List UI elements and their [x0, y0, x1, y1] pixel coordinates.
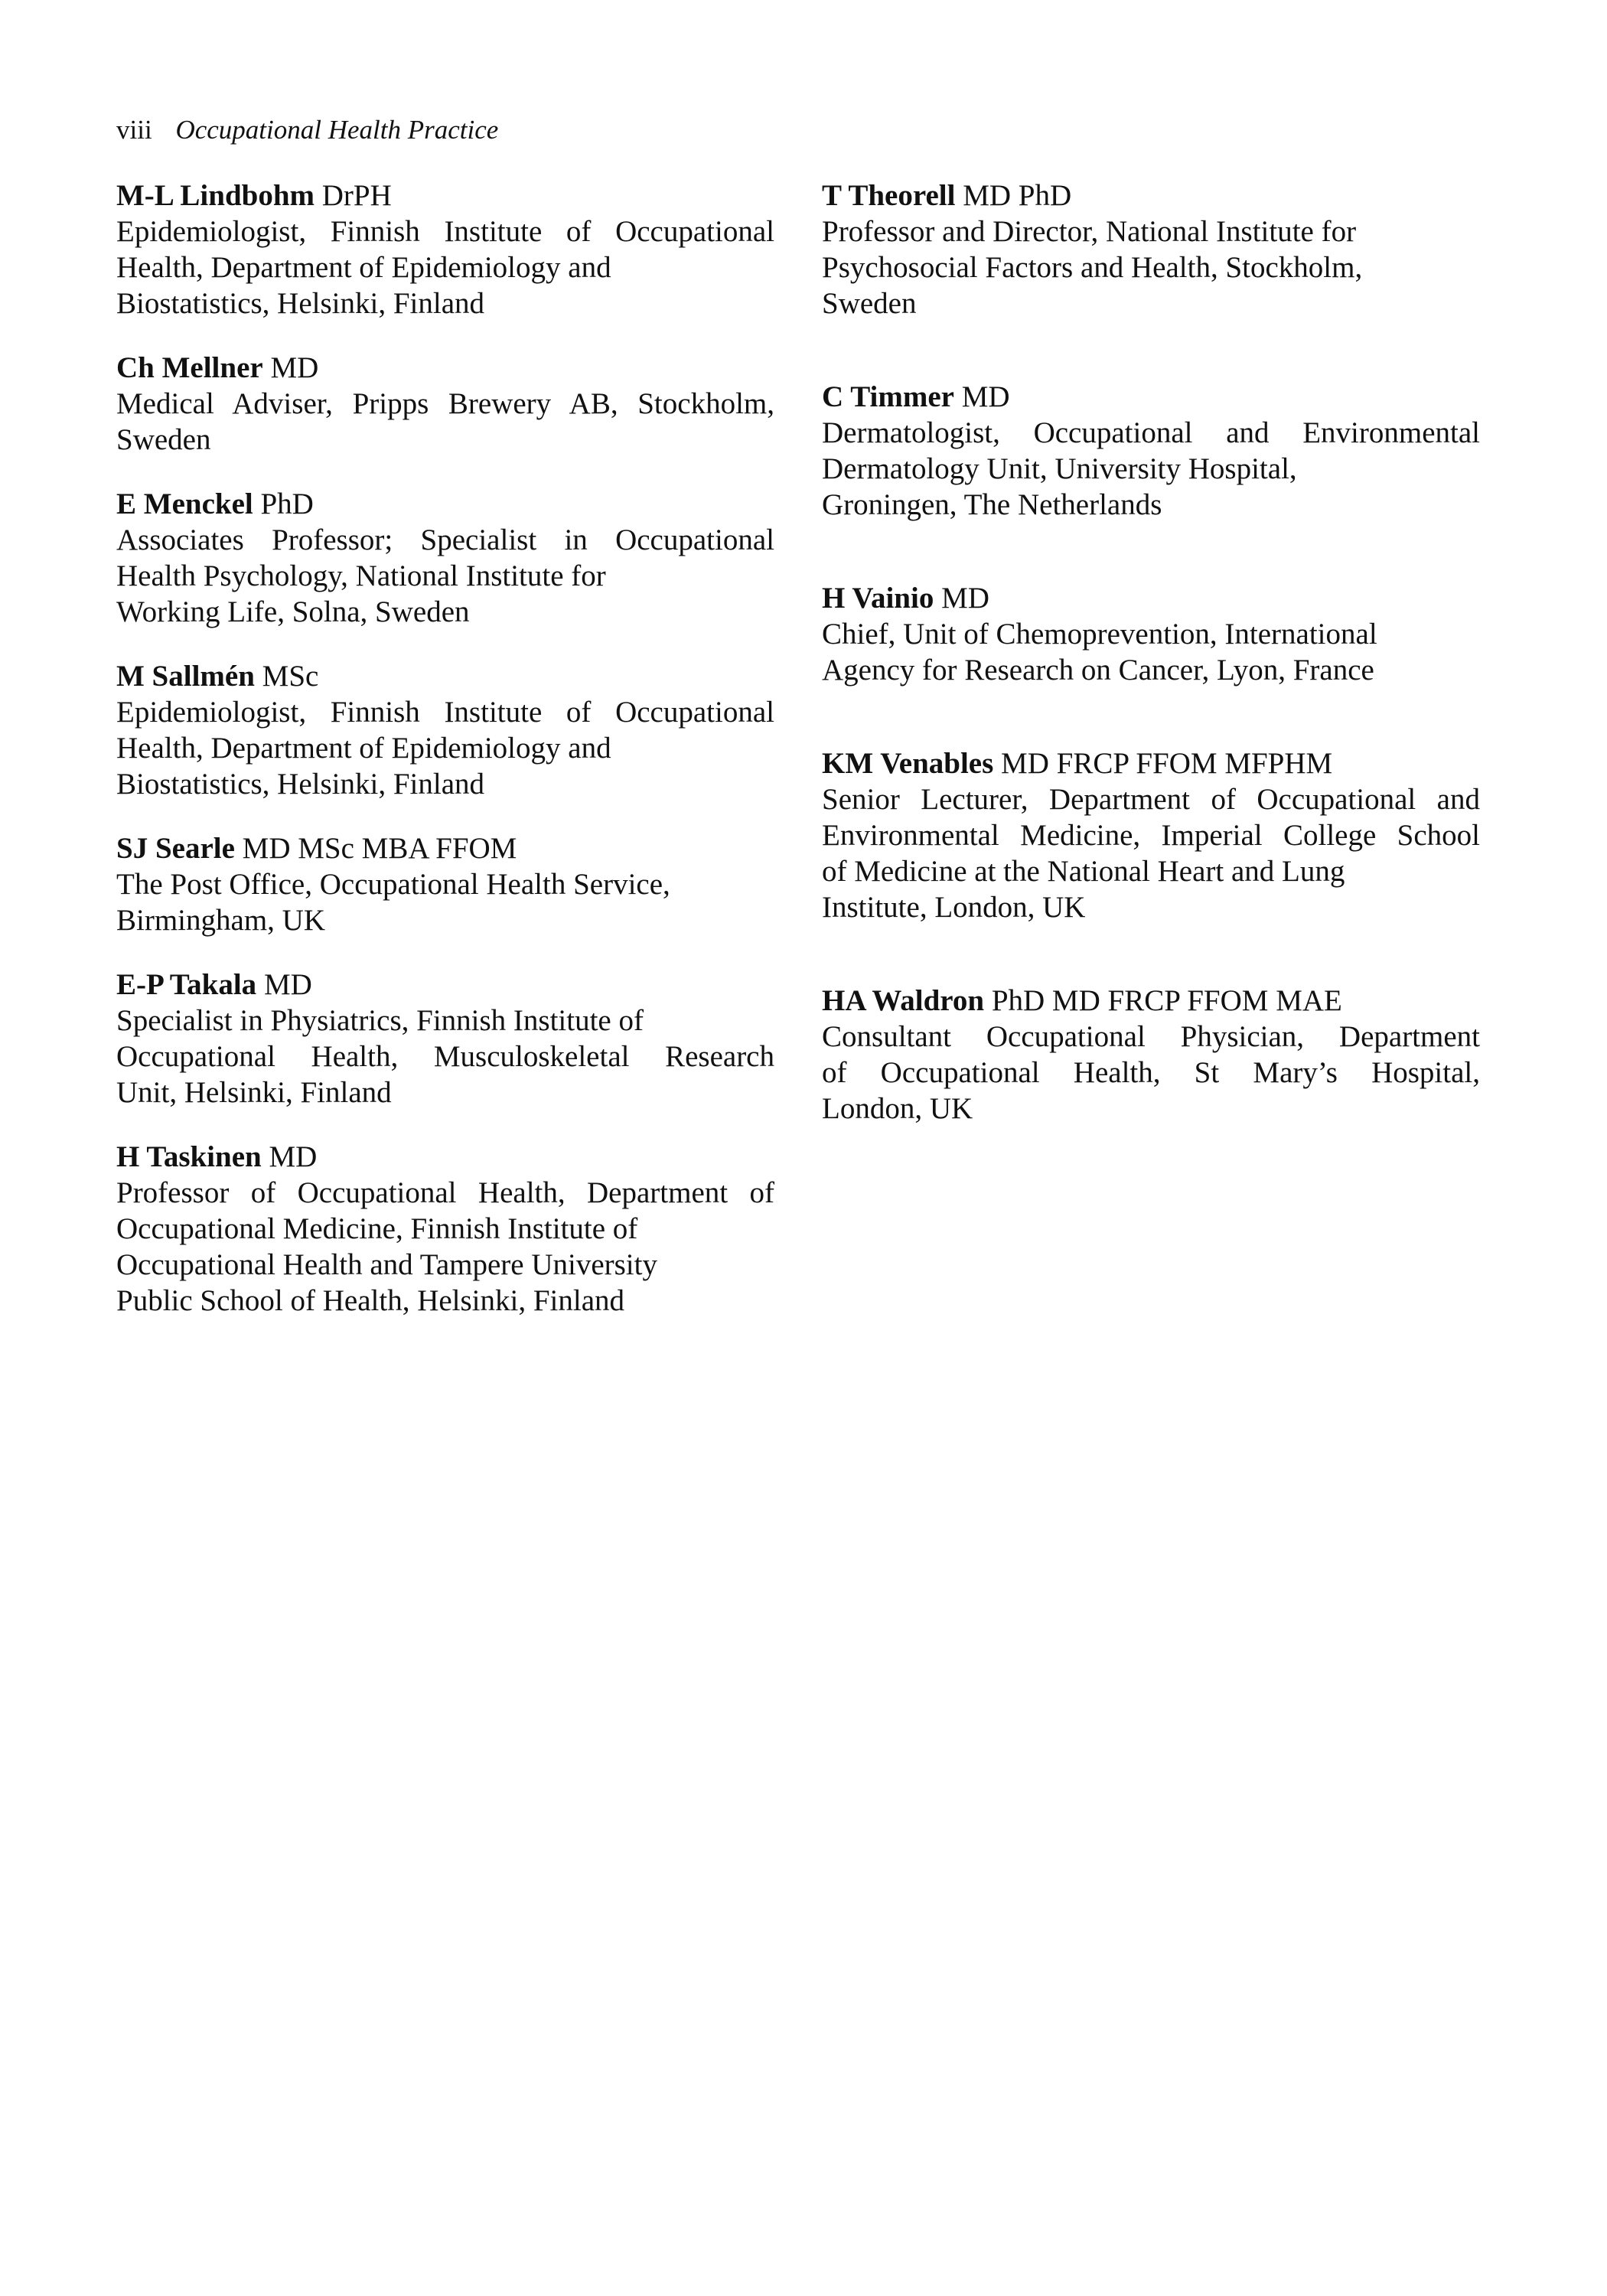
- contributor-qualifications: MD: [263, 968, 312, 1001]
- contributor-name: KM Venables: [822, 747, 994, 780]
- contributor-heading: [116, 967, 774, 1003]
- contributor-name: HA Waldron: [822, 984, 985, 1017]
- affiliation-line: Occupational Health, Musculoskeletal Research: [116, 1040, 774, 1073]
- contributor-qualifications: MD: [269, 1140, 318, 1173]
- affiliation-line: Consultant Occupational Physician, Department: [822, 1020, 1480, 1053]
- contributor-entry: [116, 658, 774, 802]
- contributor-qualifications: MD PhD: [963, 179, 1072, 212]
- affiliation-line: Specialist in Physiatrics, Finnish Institute of: [116, 1004, 644, 1037]
- affiliation-line: Medical Adviser, Pripps Brewery AB, Stockholm,: [116, 387, 774, 420]
- affiliation-line: Working Life, Solna, Sweden: [116, 595, 470, 628]
- contributor-entry: [822, 580, 1480, 688]
- affiliation-line: Agency for Research on Cancer, Lyon, France: [822, 654, 1374, 687]
- affiliation-line: Biostatistics, Helsinki, Finland: [116, 768, 485, 801]
- contributor-qualifications: MD: [270, 351, 319, 384]
- contributor-qualifications: MD FRCP FFOM MFPHM: [1001, 747, 1333, 780]
- affiliation-line: Health, Department of Epidemiology and: [116, 251, 611, 284]
- contributor-qualifications: MD: [941, 582, 989, 615]
- contributor-heading: [822, 379, 1480, 415]
- contributor-heading: [116, 350, 774, 386]
- contributor-entry: [116, 486, 774, 630]
- affiliation-line: Associates Professor; Specialist in Occupational: [116, 523, 774, 556]
- affiliation-line: Sweden: [822, 287, 917, 320]
- contributor-heading: [822, 983, 1480, 1019]
- affiliation-line: Groningen, The Netherlands: [822, 488, 1162, 521]
- right-column: [822, 178, 1480, 1127]
- contributor-name: C Timmer: [822, 380, 954, 413]
- contributor-qualifications: MSc: [262, 660, 319, 693]
- contributor-entry: [822, 379, 1480, 523]
- contributor-name: Ch Mellner: [116, 351, 263, 384]
- contributor-heading: [822, 745, 1480, 781]
- contributor-name: M Sallmén: [116, 660, 255, 693]
- contributor-entry: [822, 745, 1480, 925]
- contributor-name: E Menckel: [116, 488, 253, 520]
- contributor-name: SJ Searle: [116, 832, 235, 865]
- affiliation-line: Epidemiologist, Finnish Institute of Occupational: [116, 696, 774, 729]
- affiliation-line: Health Psychology, National Institute for: [116, 559, 606, 592]
- contributor-heading: [116, 1139, 774, 1175]
- contributor-heading: [116, 658, 774, 694]
- affiliation-line: Occupational Medicine, Finnish Institute of: [116, 1212, 638, 1245]
- contributor-heading: [116, 178, 774, 214]
- contributor-heading: [116, 830, 774, 866]
- affiliation-line: Senior Lecturer, Department of Occupational and: [822, 783, 1480, 816]
- affiliation-line: of Occupational Health, St Mary’s Hospital,: [822, 1056, 1480, 1089]
- book-title: Occupational Health Practice: [175, 115, 499, 145]
- affiliation-line: Epidemiologist, Finnish Institute of Occupational: [116, 215, 774, 248]
- affiliation-line: Public School of Health, Helsinki, Finland: [116, 1284, 625, 1317]
- left-column: [116, 178, 774, 1319]
- affiliation-line: Professor of Occupational Health, Department of: [116, 1176, 774, 1209]
- contributor-name: H Vainio: [822, 582, 934, 615]
- contributor-name: M-L Lindbohm: [116, 179, 315, 212]
- affiliation-line: Health, Department of Epidemiology and: [116, 732, 611, 765]
- affiliation-line: Unit, Helsinki, Finland: [116, 1076, 392, 1109]
- contributor-qualifications: MD: [961, 380, 1010, 413]
- affiliation-line: Dermatology Unit, University Hospital,: [822, 452, 1297, 485]
- affiliation-line: Psychosocial Factors and Health, Stockholm,: [822, 251, 1363, 284]
- contributor-name: E-P Takala: [116, 968, 257, 1001]
- contributor-entry: [116, 350, 774, 458]
- affiliation-line: Biostatistics, Helsinki, Finland: [116, 287, 485, 320]
- page-number: viii: [116, 115, 152, 145]
- contributor-qualifications: MD MSc MBA FFOM: [242, 832, 517, 865]
- contributor-heading: [822, 580, 1480, 616]
- contributor-heading: [822, 178, 1480, 214]
- running-head: [116, 113, 498, 147]
- contributor-entry: [116, 967, 774, 1110]
- affiliation-line: London, UK: [822, 1092, 973, 1125]
- contributor-qualifications: DrPH: [321, 179, 392, 212]
- contributor-entry: [822, 178, 1480, 321]
- affiliation-line: Professor and Director, National Institute for: [822, 215, 1357, 248]
- contributor-name: T Theorell: [822, 179, 956, 212]
- contributor-entry: [822, 983, 1480, 1127]
- affiliation-line: Birmingham, UK: [116, 904, 325, 937]
- affiliation-line: Environmental Medicine, Imperial College School: [822, 819, 1480, 852]
- affiliation-line: Sweden: [116, 423, 211, 456]
- contributor-qualifications: PhD: [260, 488, 314, 520]
- affiliation-line: Institute, London, UK: [822, 891, 1086, 924]
- contributor-qualifications: PhD MD FRCP FFOM MAE: [991, 984, 1342, 1017]
- affiliation-line: Dermatologist, Occupational and Environmental: [822, 416, 1480, 449]
- affiliation-line: of Medicine at the National Heart and Lung: [822, 855, 1345, 888]
- contributor-name: H Taskinen: [116, 1140, 262, 1173]
- affiliation-line: The Post Office, Occupational Health Service,: [116, 868, 670, 901]
- contributor-heading: [116, 486, 774, 522]
- contributor-entry: [116, 830, 774, 938]
- contributor-entry: [116, 178, 774, 321]
- affiliation-line: Chief, Unit of Chemoprevention, International: [822, 618, 1377, 651]
- affiliation-line: Occupational Health and Tampere University: [116, 1248, 657, 1281]
- contributor-entry: [116, 1139, 774, 1319]
